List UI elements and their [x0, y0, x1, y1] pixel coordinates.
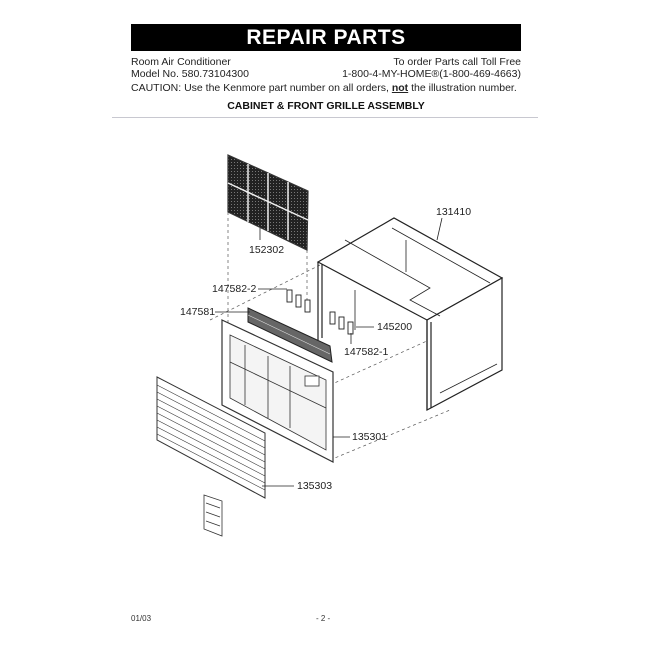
phone-number: 1-800-4-MY-HOME®(1-800-469-4663) — [342, 68, 521, 80]
cabinet-part — [318, 218, 502, 410]
model-number: Model No. 580.73104300 — [131, 68, 249, 80]
caution-prefix: CAUTION: Use the Kenmore part number on all orders, — [131, 82, 392, 94]
caution-suffix: the illustration number. — [408, 82, 517, 94]
caution-emphasis: not — [391, 82, 409, 94]
mounting-brackets — [287, 290, 353, 334]
air-filter-part — [228, 155, 308, 250]
callout-145200: 145200 — [377, 321, 413, 333]
callout-135303: 135303 — [297, 480, 333, 492]
product-name: Room Air Conditioner — [131, 56, 231, 68]
page-title: REPAIR PARTS — [131, 24, 521, 51]
instruction-label-part — [204, 495, 222, 536]
order-instructions: To order Parts call Toll Free — [393, 56, 521, 68]
callout-147582-2: 147582-2 — [212, 283, 257, 295]
footer-page-number: - 2 - — [316, 614, 331, 623]
callout-152302: 152302 — [249, 244, 285, 256]
callout-131410: 131410 — [436, 206, 472, 218]
callout-135301: 135301 — [352, 431, 388, 443]
callout-147581: 147581 — [180, 306, 216, 318]
callout-147582-1: 147582-1 — [344, 346, 389, 358]
footer-date: 01/03 — [131, 614, 152, 623]
section-title: CABINET & FRONT GRILLE ASSEMBLY — [227, 100, 425, 112]
